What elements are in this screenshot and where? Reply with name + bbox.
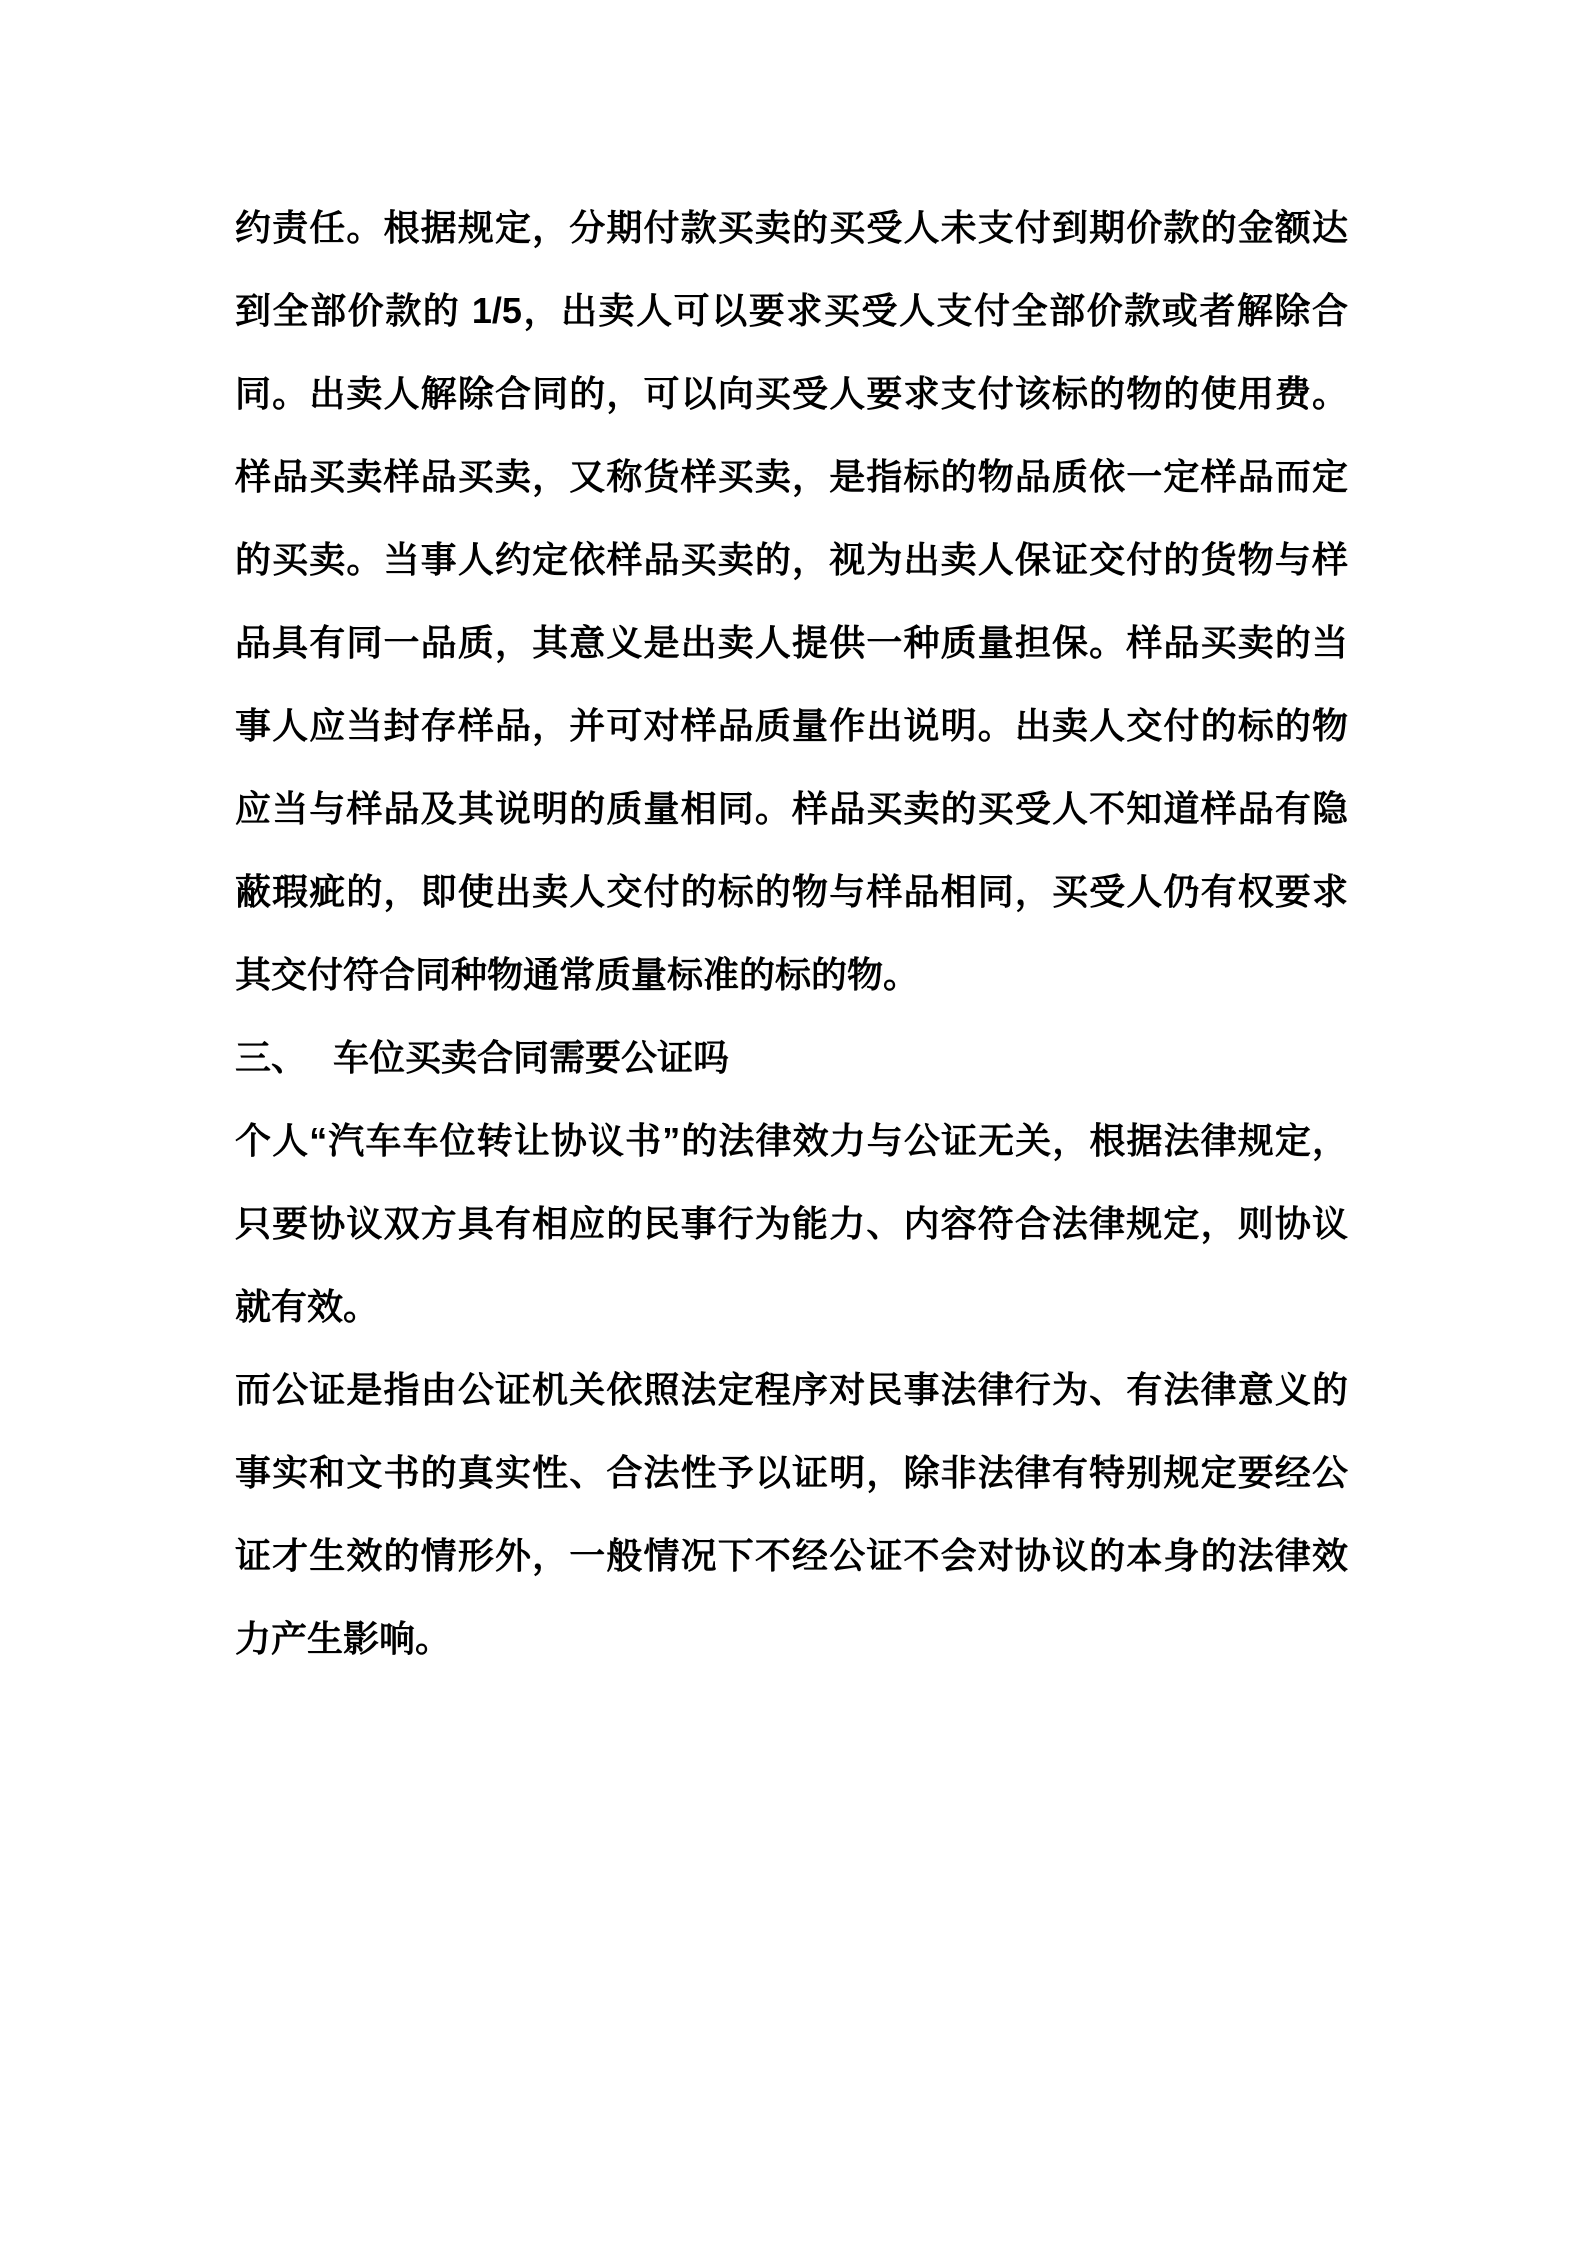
text-line: 力产生影响。 [235, 1618, 452, 1659]
text-line: 约责任。根据规定，分期付款买卖的买受人未支付到期价款的金额达 [235, 207, 1348, 248]
text-line: 品具有同一品质，其意义是出卖人提供一种质量担保。样品买卖的当 [235, 622, 1348, 663]
text-line: 的买卖。当事人约定依样品买卖的，视为出卖人保证交付的货物与样 [235, 539, 1348, 580]
text-line: 样品买卖样品买卖，又称货样买卖，是指标的物品质依一定样品而定 [235, 456, 1348, 497]
text-line: 应当与样品及其说明的质量相同。样品买卖的买受人不知道样品有隐 [235, 788, 1348, 829]
text-line: 事实和文书的真实性、合法性予以证明，除非法律有特别规定要经公 [235, 1452, 1348, 1493]
document-content [235, 186, 1348, 1680]
text-line: 同。出卖人解除合同的，可以向买受人要求支付该标的物的使用费。 [235, 373, 1348, 414]
text-line: 蔽瑕疵的，即使出卖人交付的标的物与样品相同，买受人仍有权要求 [235, 871, 1348, 912]
text-line: 事人应当封存样品，并可对样品质量作出说明。出卖人交付的标的物 [235, 705, 1348, 746]
text-line: 只要协议双方具有相应的民事行为能力、内容符合法律规定，则协议 [235, 1203, 1348, 1244]
section-heading-number: 三、 [235, 1037, 308, 1078]
text-line: 证才生效的情形外，一般情况下不经公证不会对协议的本身的法律效 [235, 1535, 1348, 1576]
paragraph-installment-and-sample-sale [235, 186, 1348, 1016]
text-line: 其交付符合同种物通常质量标准的标的物。 [235, 954, 920, 995]
section-heading [235, 1016, 1348, 1099]
text-line: 就有效。 [235, 1286, 380, 1327]
text-line: 而公证是指由公证机关依照法定程序对民事法律行为、有法律意义的 [235, 1369, 1348, 1410]
text-line: 到全部价款的 1/5，出卖人可以要求买受人支付全部价款或者解除合 [235, 290, 1348, 331]
paragraph-notarization-definition [235, 1348, 1348, 1680]
text-line: 个人“汽车车位转让协议书”的法律效力与公证无关，根据法律规定， [235, 1120, 1348, 1161]
section-heading-title: 车位买卖合同需要公证吗 [333, 1037, 730, 1078]
paragraph-notarization-needed [235, 1099, 1348, 1348]
